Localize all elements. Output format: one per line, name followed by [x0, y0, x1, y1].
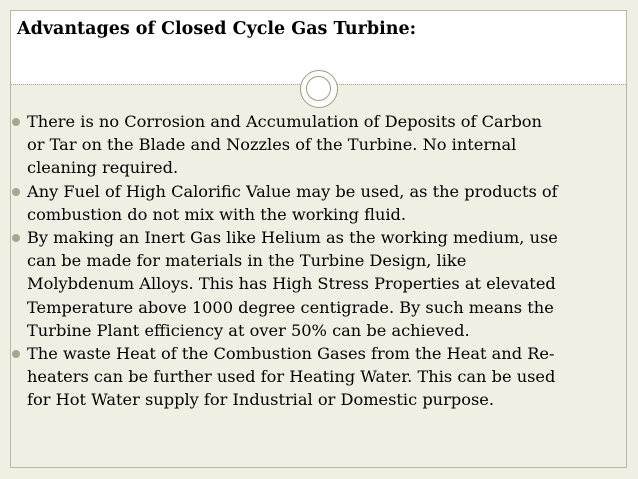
bullet-line: or Tar on the Blade and Nozzles of the Turbine. No internal	[27, 135, 517, 155]
bullet-line: By making an Inert Gas like Helium as the working medium, use	[27, 228, 558, 248]
bullet-line: can be made for materials in the Turbine Design, like	[27, 251, 467, 271]
bullet-item	[11, 110, 631, 180]
bullet-line: cleaning required.	[27, 158, 179, 178]
bullet-dot-icon	[12, 234, 20, 242]
bullet-line: Molybdenum Alloys. This has High Stress Properties at elevated	[27, 274, 556, 294]
bullet-list	[11, 110, 631, 412]
bullet-item	[11, 226, 631, 342]
bullet-line: Temperature above 1000 degree centigrade. By such means the	[27, 297, 554, 317]
bullet-line: There is no Corrosion and Accumulation of Deposits of Carbon	[27, 112, 542, 131]
slide-title: Advantages of Closed Cycle Gas Turbine:	[17, 19, 417, 39]
bullet-line: for Hot Water supply for Industrial or Domestic purpose.	[27, 390, 494, 410]
bullet-line: The waste Heat of the Combustion Gases from the Heat and Re-	[27, 344, 555, 364]
bullet-line: heaters can be further used for Heating Water. This can be used	[27, 367, 556, 387]
bullet-dot-icon	[12, 118, 20, 126]
bullet-line: Any Fuel of High Calorific Value may be used, as the products of	[27, 181, 558, 201]
slide-body	[11, 110, 631, 412]
bullet-line: Turbine Plant efficiency at over 50% can be achieved.	[27, 320, 470, 340]
bullet-dot-icon	[12, 188, 20, 196]
bullet-item	[11, 342, 631, 412]
bullet-line: combustion do not mix with the working fluid.	[27, 204, 407, 224]
bullet-dot-icon	[12, 350, 20, 358]
bullet-item	[11, 180, 631, 226]
